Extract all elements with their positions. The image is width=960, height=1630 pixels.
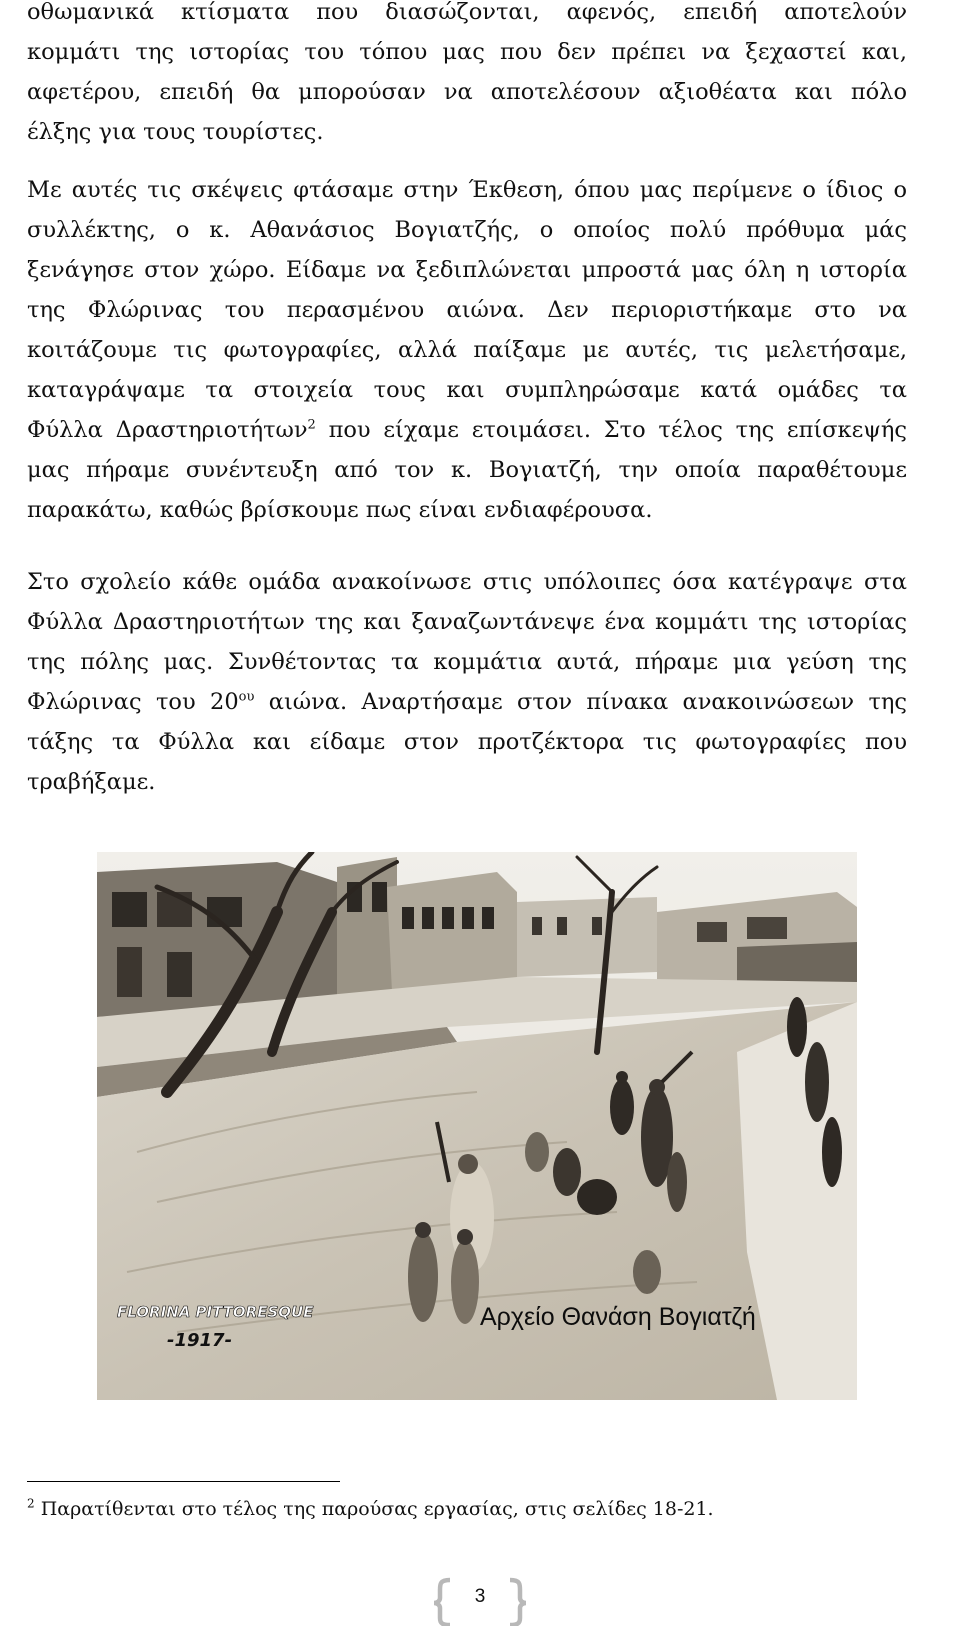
text-line: μας πήραμε συνέντευξη από τον κ. Βογιατζή, την οποία παραθέτουμε (27, 457, 907, 483)
text-line: Στο σχολείο κάθε ομάδα ανακοίνωσε στις υπόλοιπες όσα κατέγραψε στα (27, 569, 907, 595)
text-segment: Φύλλα Δραστηριοτήτων (27, 417, 308, 443)
paragraph-school-presentation (27, 562, 907, 802)
text-line: τραβήξαμε. (27, 769, 156, 795)
footnote-number: 2 (27, 1496, 35, 1511)
text-line: ξενάγησε στον χώρο. Είδαμε να ξεδιπλώνεται μπροστά μας όλη η ιστορία (27, 257, 907, 283)
text-line-with-footnote (27, 410, 907, 450)
text-line: κομμάτι της ιστορίας του τόπου μας που δεν πρέπει να ξεχαστεί και, (27, 39, 907, 65)
footnote-reference[interactable]: 2 (307, 417, 316, 433)
text-line: συλλέκτης, ο κ. Αθανάσιος Βογιατζής, ο οποίος πολύ πρόθυμα μάς (27, 217, 907, 243)
text-segment: που είχαμε ετοιμάσει. Στο τέλος της επίσκεψής (328, 417, 907, 443)
photo-credit: Αρχείο Θανάση Βογιατζή (480, 1303, 756, 1331)
text-line: τάξης τα Φύλλα και είδαμε στον προτζέκτορα τις φωτογραφίες που (27, 729, 907, 755)
text-line: Με αυτές τις σκέψεις φτάσαμε στην Έκθεση, όπου μας περίμενε ο ίδιος ο (27, 177, 907, 203)
text-line: καταγράψαμε τα στοιχεία τους και συμπληρώσαμε κατά ομάδες τα (27, 377, 907, 403)
photo-stamp-year: -1917- (167, 1330, 233, 1351)
text-line: παρακάτω, καθώς βρίσκουμε πως είναι ενδιαφέρουσα. (27, 497, 653, 523)
text-segment: Φλώρινας του 20 (27, 689, 239, 715)
page-number: 3 (474, 1586, 486, 1607)
text-segment: αιώνα. Αναρτήσαμε στον πίνακα ανακοινώσεων της (268, 689, 908, 715)
paragraph-continued (27, 0, 907, 152)
footnote (27, 1497, 714, 1521)
historic-photo-florina-1917 (97, 852, 857, 1400)
text-line: έλξης για τους τουρίστες. (27, 119, 324, 145)
footnote-text: Παρατίθενται στο τέλος της παρούσας εργασίας, στις σελίδες 18-21. (40, 1498, 714, 1520)
text-line: Φύλλα Δραστηριοτήτων της και ξαναζωντάνεψε ένα κομμάτι της ιστορίας (27, 609, 907, 635)
paragraph-exhibition-visit (27, 170, 907, 530)
photo-stamp-title: FLORINA PITTORESQUE (117, 1303, 314, 1321)
ordinal-superscript: ου (238, 689, 255, 705)
text-line: της πόλης μας. Συνθέτοντας τα κομμάτια αυτά, πήραμε μια γεύση της (27, 649, 907, 675)
text-line: οθωμανικά κτίσματα που διασώζονται, αφενός, επειδή αποτελούν (27, 0, 907, 25)
text-line: κοιτάζουμε τις φωτογραφίες, αλλά παίξαμε με αυτές, τις μελετήσαμε, (27, 337, 907, 363)
photo-illustration (97, 852, 857, 1400)
footnote-divider (27, 1481, 340, 1482)
page-number-badge (430, 1576, 530, 1626)
text-line: αφετέρου, επειδή θα μπορούσαν να αποτελέσουν αξιοθέατα και πόλο (27, 79, 907, 105)
text-line: της Φλώρινας του περασμένου αιώνα. Δεν περιοριστήκαμε στο να (27, 297, 907, 323)
text-line-with-superscript (27, 682, 907, 722)
